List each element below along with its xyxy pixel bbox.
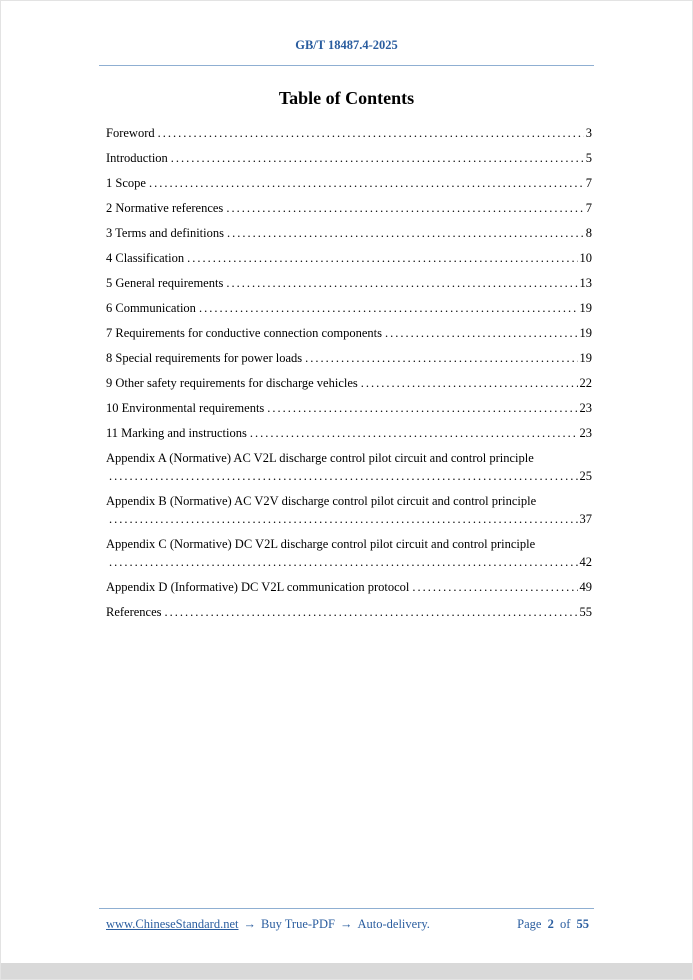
page-word: Page: [517, 917, 542, 931]
toc-entry: [106, 399, 592, 417]
footer-divider: [99, 908, 594, 909]
toc-leader-dots: [227, 224, 584, 242]
toc-page-number: 7: [585, 176, 592, 190]
toc-leader-dots: [199, 299, 578, 317]
toc-leader-dots: [250, 424, 578, 442]
toc-entry-label: Introduction: [106, 151, 168, 165]
toc-page-number: 49: [579, 580, 592, 594]
toc-leader-dots: [226, 199, 583, 217]
toc-entry-label: 11 Marking and instructions: [106, 426, 247, 440]
toc-entry-label: References: [106, 605, 162, 619]
toc-leader-dots: [226, 274, 577, 292]
toc-leader-dots: [158, 124, 584, 142]
toc-entry: [106, 124, 592, 142]
of-word: of: [559, 917, 571, 931]
toc-leader-dots: [187, 249, 577, 267]
toc-entry: [106, 174, 592, 192]
toc-entry: [106, 578, 592, 596]
toc-entry-label: 3 Terms and definitions: [106, 226, 224, 240]
current-page-number: 2: [547, 917, 554, 931]
toc-leader-dots: [109, 510, 578, 528]
toc-entry: [106, 374, 592, 392]
toc-entry-label: Foreword: [106, 126, 155, 140]
toc-leader-dots: [165, 603, 578, 621]
toc-entry-label: 2 Normative references: [106, 201, 224, 215]
toc-leader-dots: [385, 324, 578, 342]
toc-entry: [106, 149, 592, 167]
toc-entry: [106, 274, 592, 292]
toc-entry: [106, 199, 592, 217]
toc-entry-label: 7 Requirements for conductive connection components: [106, 326, 382, 340]
footer-buy-label: Buy True-PDF: [261, 917, 335, 931]
toc-leader-dots: [361, 374, 578, 392]
page-bottom-edge: [1, 963, 692, 979]
standard-number: GB/T 18487.4-2025: [295, 38, 398, 52]
footer-website-link[interactable]: www.ChineseStandard.net: [106, 917, 239, 931]
toc-entry: [106, 299, 592, 317]
toc-page-number: 23: [579, 401, 592, 415]
toc-page-number: 7: [585, 201, 592, 215]
toc-page-number: 3: [585, 126, 592, 140]
right-arrow-icon: →: [340, 917, 353, 931]
toc-entry: [106, 492, 592, 528]
toc-entry-label: 8 Special requirements for power loads: [106, 351, 303, 365]
toc-entry-label: Appendix B (Normative) AC V2V discharge control pilot circuit and control principle: [106, 494, 537, 508]
toc-entry-label: 6 Communication: [106, 301, 196, 315]
toc-entry-label: Appendix C (Normative) DC V2L discharge control pilot circuit and control principle: [106, 537, 536, 551]
page-footer: [106, 917, 589, 932]
toc-page-number: 23: [579, 426, 592, 440]
toc-page-number: 10: [579, 251, 592, 265]
toc-leader-dots: [305, 349, 577, 367]
toc-entry: [106, 349, 592, 367]
footer-left: [106, 917, 430, 932]
toc-entry-label: 9 Other safety requirements for discharge vehicles: [106, 376, 358, 390]
toc-page-number: 22: [579, 376, 592, 390]
toc-page-number: 19: [579, 301, 592, 315]
footer-delivery-label: Auto-delivery.: [357, 917, 430, 931]
toc-entry-label: Appendix A (Normative) AC V2L discharge control pilot circuit and control principle: [106, 451, 534, 465]
toc-entry: [106, 535, 592, 571]
right-arrow-icon: →: [243, 917, 256, 931]
toc-page-number: 19: [579, 351, 592, 365]
toc-page-number: 37: [579, 512, 592, 526]
toc-leader-dots: [109, 553, 578, 571]
toc-leader-dots: [171, 149, 584, 167]
toc-entry: [106, 224, 592, 242]
toc-entry-label: 4 Classification: [106, 251, 185, 265]
toc-leader-dots: [149, 174, 584, 192]
toc-entry-label: 5 General requirements: [106, 276, 224, 290]
page-title: Table of Contents: [278, 88, 415, 108]
total-page-number: 55: [576, 917, 589, 931]
toc-leader-dots: [109, 467, 578, 485]
toc-page-number: 5: [585, 151, 592, 165]
table-of-contents: [106, 124, 592, 628]
toc-page-number: 8: [585, 226, 592, 240]
toc-entry-label: 1 Scope: [106, 176, 146, 190]
toc-entry: [106, 249, 592, 267]
toc-page-number: 42: [579, 555, 592, 569]
toc-page-number: 55: [579, 605, 592, 619]
toc-page-number: 13: [579, 276, 592, 290]
toc-leader-dots: [412, 578, 577, 596]
toc-entry: [106, 449, 592, 485]
toc-entry-label: 10 Environmental requirements: [106, 401, 265, 415]
toc-entry: [106, 424, 592, 442]
toc-entry-label: Appendix D (Informative) DC V2L communication protocol: [106, 580, 410, 594]
toc-entry: [106, 603, 592, 621]
toc-entry: [106, 324, 592, 342]
toc-page-number: 25: [579, 469, 592, 483]
header-divider: [99, 65, 594, 66]
toc-leader-dots: [267, 399, 577, 417]
footer-page-indicator: [514, 917, 589, 932]
toc-page-number: 19: [579, 326, 592, 340]
